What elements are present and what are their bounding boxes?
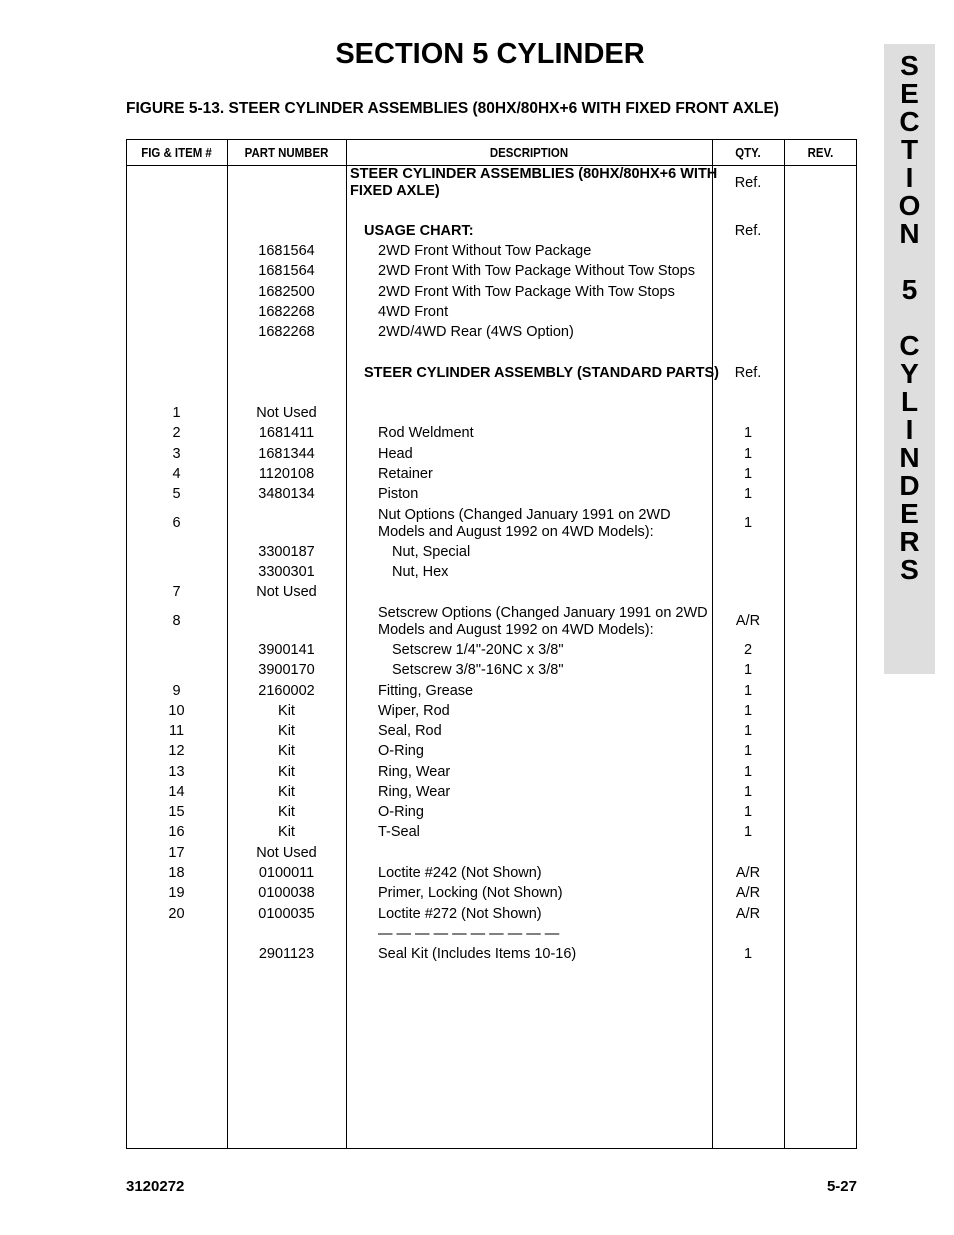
description-cell: Head <box>378 446 413 462</box>
page-number: 5-27 <box>826 1178 857 1195</box>
qty-cell: 1 <box>743 662 753 678</box>
fig-item-cell: 16 <box>168 824 185 840</box>
part-number-cell: Kit <box>278 784 295 800</box>
qty-cell: Ref. <box>734 365 762 381</box>
description-cell: Seal, Rod <box>378 723 442 739</box>
qty-cell: 1 <box>743 683 753 699</box>
part-number-cell: 3900170 <box>258 662 315 678</box>
column-divider <box>346 139 347 1149</box>
qty-cell: 1 <box>743 446 753 462</box>
fig-item-cell: 12 <box>168 743 185 759</box>
side-tab-letter: 5 <box>901 274 918 305</box>
description-cell: Nut Options (Changed January 1991 on 2WD <box>378 507 671 523</box>
description-cell: Loctite #242 (Not Shown) <box>378 865 542 881</box>
description-cell: 2WD Front With Tow Package Without Tow Stops <box>378 263 695 279</box>
description-cell: Loctite #272 (Not Shown) <box>378 906 542 922</box>
description-cell: 2WD/4WD Rear (4WS Option) <box>378 324 574 340</box>
side-tab-letter: Y <box>900 358 919 389</box>
description-cell-continued: FIXED AXLE) <box>350 183 440 199</box>
part-number-cell: Not Used <box>256 845 317 861</box>
qty-cell: 1 <box>743 946 753 962</box>
part-number-cell: 3480134 <box>258 486 315 502</box>
description-cell: Ring, Wear <box>378 784 451 800</box>
column-divider <box>784 139 785 1149</box>
qty-cell: A/R <box>735 865 761 881</box>
part-number-cell: 1681411 <box>258 425 315 441</box>
qty-cell: Ref. <box>734 175 762 191</box>
description-cell: Seal Kit (Includes Items 10-16) <box>378 946 577 962</box>
qty-cell: A/R <box>735 906 761 922</box>
part-number-cell: 1682268 <box>258 304 315 320</box>
fig-item-cell: 19 <box>168 885 185 901</box>
description-cell: Nut, Hex <box>392 564 449 580</box>
description-cell: — — — — — — — — — — <box>378 926 560 942</box>
side-tab-letter: E <box>900 78 919 109</box>
side-tab-letter: D <box>899 470 920 501</box>
description-cell: Nut, Special <box>392 544 471 560</box>
fig-item-cell: 13 <box>168 764 185 780</box>
fig-item-cell: 17 <box>168 845 185 861</box>
side-tab-letter: C <box>899 330 920 361</box>
page-title: SECTION 5 CYLINDER <box>335 38 645 70</box>
fig-item-cell: 15 <box>168 804 185 820</box>
header-description: DESCRIPTION <box>489 145 569 160</box>
fig-item-cell: 4 <box>172 466 181 482</box>
description-cell-continued: Models and August 1992 on 4WD Models): <box>378 524 654 540</box>
description-cell: O-Ring <box>378 804 424 820</box>
fig-item-cell: 20 <box>168 906 185 922</box>
part-number-cell: Kit <box>278 764 295 780</box>
qty-cell: 1 <box>743 425 753 441</box>
description-cell: Piston <box>378 486 419 502</box>
description-cell: 2WD Front Without Tow Package <box>378 243 592 259</box>
qty-cell: 1 <box>743 824 753 840</box>
qty-cell: 1 <box>743 743 753 759</box>
part-number-cell: 2901123 <box>258 946 315 962</box>
fig-item-cell: 2 <box>172 425 181 441</box>
fig-item-cell: 14 <box>168 784 185 800</box>
qty-cell: 1 <box>743 764 753 780</box>
qty-cell: 1 <box>743 784 753 800</box>
part-number-cell: 1682268 <box>258 324 315 340</box>
part-number-cell: 3300301 <box>258 564 315 580</box>
side-tab-letter: T <box>900 134 919 165</box>
header-part-number: PART NUMBER <box>244 145 329 160</box>
figure-title: FIGURE 5-13. STEER CYLINDER ASSEMBLIES (80HX/80HX+6 WITH FIXED FRONT AXLE) <box>126 100 779 117</box>
description-cell: Primer, Locking (Not Shown) <box>378 885 563 901</box>
part-number-cell: Kit <box>278 743 295 759</box>
description-cell: Ring, Wear <box>378 764 451 780</box>
qty-cell: 1 <box>743 703 753 719</box>
fig-item-cell: 8 <box>172 613 181 629</box>
qty-cell: 1 <box>743 804 753 820</box>
description-cell: O-Ring <box>378 743 424 759</box>
fig-item-cell: 11 <box>168 723 185 739</box>
header-qty: QTY. <box>735 145 761 160</box>
side-tab-letter: O <box>898 190 921 221</box>
fig-item-cell: 5 <box>172 486 181 502</box>
part-number-cell: 1681564 <box>258 243 315 259</box>
side-tab-letter: S <box>900 554 919 585</box>
part-number-cell: Kit <box>278 723 295 739</box>
side-tab-letter: R <box>899 526 920 557</box>
description-cell: Setscrew 1/4"-20NC x 3/8" <box>392 642 564 658</box>
qty-cell: 2 <box>743 642 753 658</box>
part-number-cell: Kit <box>278 804 295 820</box>
qty-cell: 1 <box>743 723 753 739</box>
part-number-cell: 0100038 <box>258 885 315 901</box>
side-tab-letter: N <box>899 442 920 473</box>
fig-item-cell: 9 <box>172 683 181 699</box>
description-cell: T-Seal <box>378 824 420 840</box>
description-cell-continued: Models and August 1992 on 4WD Models): <box>378 622 654 638</box>
description-cell: Wiper, Rod <box>378 703 450 719</box>
side-tab-letter: I <box>905 414 914 445</box>
qty-cell: 1 <box>743 515 753 531</box>
part-number-cell: Not Used <box>256 405 317 421</box>
description-cell: USAGE CHART: <box>364 223 474 239</box>
side-tab-letter: L <box>900 386 919 417</box>
qty-cell: A/R <box>735 613 761 629</box>
fig-item-cell: 3 <box>172 446 181 462</box>
description-cell: 2WD Front With Tow Package With Tow Stops <box>378 284 675 300</box>
fig-item-cell: 6 <box>172 515 181 531</box>
fig-item-cell: 7 <box>172 584 181 600</box>
qty-cell: Ref. <box>734 223 762 239</box>
header-fig-item: FIG & ITEM # <box>141 145 212 160</box>
description-cell: Setscrew 3/8"-16NC x 3/8" <box>392 662 564 678</box>
part-number-cell: 1681344 <box>258 446 315 462</box>
description-cell: STEER CYLINDER ASSEMBLIES (80HX/80HX+6 WITH <box>350 166 718 182</box>
side-tab-letter: I <box>905 162 914 193</box>
part-number-cell: 0100011 <box>258 865 315 881</box>
description-cell: Fitting, Grease <box>378 683 474 699</box>
part-number-cell: Kit <box>278 703 295 719</box>
fig-item-cell: 18 <box>168 865 185 881</box>
fig-item-cell: 1 <box>172 405 181 421</box>
side-tab-letter: S <box>900 50 919 81</box>
doc-number: 3120272 <box>126 1178 185 1195</box>
header-rev: REV. <box>807 145 834 160</box>
part-number-cell: 1682500 <box>258 284 315 300</box>
description-cell: Rod Weldment <box>378 425 474 441</box>
part-number-cell: 3300187 <box>258 544 315 560</box>
side-tab-letter: C <box>899 106 920 137</box>
part-number-cell: Kit <box>278 824 295 840</box>
description-cell: Setscrew Options (Changed January 1991 on 2WD <box>378 605 708 621</box>
side-tab-letter: E <box>900 498 919 529</box>
part-number-cell: Not Used <box>256 584 317 600</box>
part-number-cell: 2160002 <box>258 683 315 699</box>
description-cell: 4WD Front <box>378 304 449 320</box>
side-tab-letter: N <box>899 218 920 249</box>
section-side-tab <box>884 44 935 674</box>
part-number-cell: 3900141 <box>258 642 315 658</box>
qty-cell: 1 <box>743 466 753 482</box>
qty-cell: 1 <box>743 486 753 502</box>
fig-item-cell: 10 <box>168 703 185 719</box>
part-number-cell: 1681564 <box>258 263 315 279</box>
part-number-cell: 0100035 <box>258 906 315 922</box>
description-cell: STEER CYLINDER ASSEMBLY (STANDARD PARTS) <box>364 365 720 381</box>
qty-cell: A/R <box>735 885 761 901</box>
part-number-cell: 1120108 <box>258 466 315 482</box>
description-cell: Retainer <box>378 466 433 482</box>
